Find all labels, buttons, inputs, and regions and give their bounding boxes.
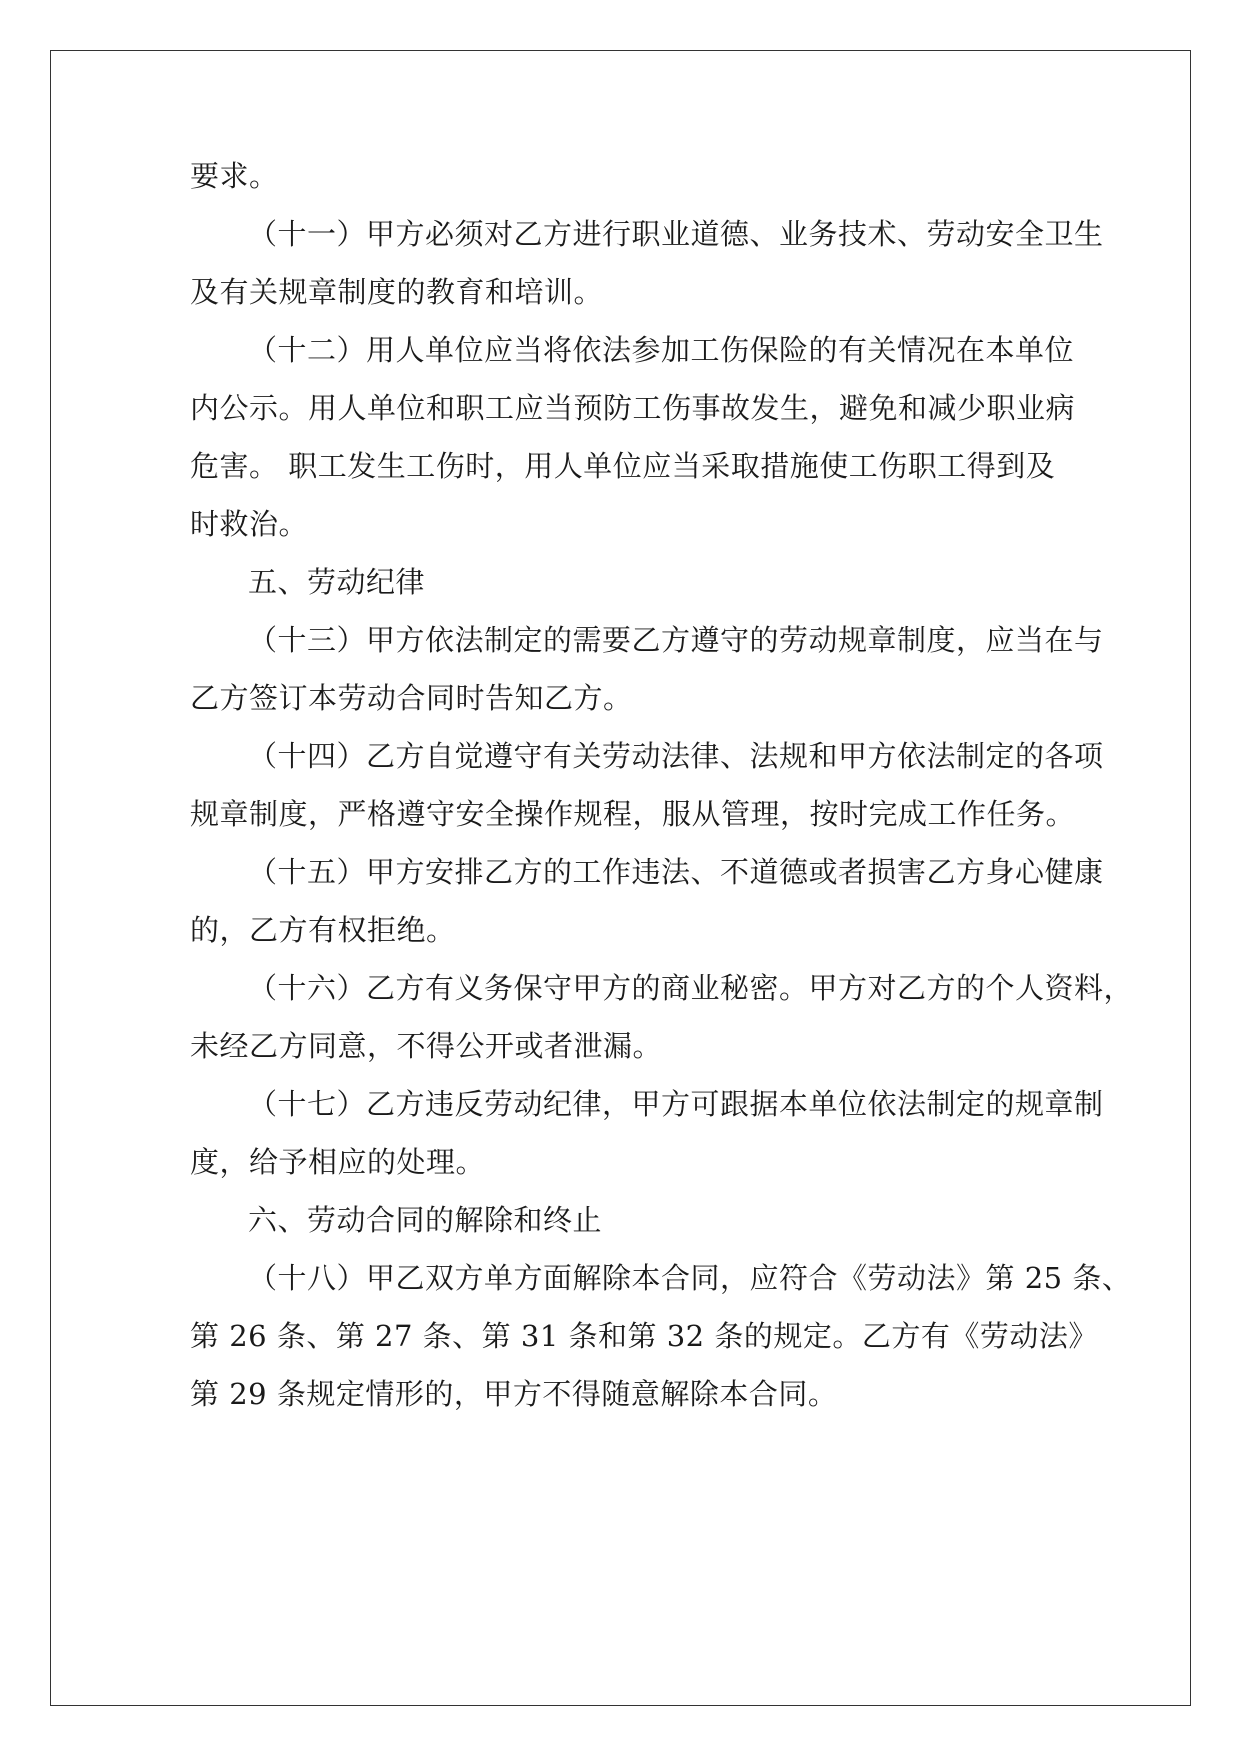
paragraph-12-line-1: （十二）用人单位应当将依法参加工伤保险的有关情况在本单位 [248,333,1075,367]
paragraph-12-line-4: 时救治。 [190,507,309,541]
paragraph-17-line-1: （十七）乙方违反劳动纪律，甲方可跟据本单位依法制定的规章制 [248,1087,1104,1121]
paragraph-15-line-2: 的，乙方有权拒绝。 [190,913,456,947]
paragraph-16-line-2: 未经乙方同意，不得公开或者泄漏。 [190,1029,663,1063]
paragraph-11-line-1: （十一）甲方必须对乙方进行职业道德、业务技术、劳动安全卫生 [248,217,1104,251]
paragraph-15-line-1: （十五）甲方安排乙方的工作违法、不道德或者损害乙方身心健康 [248,855,1104,889]
paragraph-14-line-1: （十四）乙方自觉遵守有关劳动法律、法规和甲方依法制定的各项 [248,739,1104,773]
paragraph-18-line-1: （十八）甲乙双方单方面解除本合同，应符合《劳动法》第 25 条、 [248,1261,1132,1295]
text-line: 要求。 [190,159,279,193]
paragraph-16-line-1: （十六）乙方有义务保守甲方的商业秘密。甲方对乙方的个人资料， [248,971,1134,1005]
paragraph-14-line-2: 规章制度，严格遵守安全操作规程，服从管理，按时完成工作任务。 [190,797,1076,831]
paragraph-12-line-2: 内公示。用人单位和职工应当预防工伤事故发生，避免和减少职业病 [190,391,1076,425]
section-heading-6: 六、劳动合同的解除和终止 [248,1203,603,1237]
paragraph-18-line-3: 第 29 条规定情形的，甲方不得随意解除本合同。 [190,1377,838,1411]
paragraph-17-line-2: 度，给予相应的处理。 [190,1145,486,1179]
section-heading-5: 五、劳动纪律 [248,565,426,599]
paragraph-12-line-3: 危害。 职工发生工伤时，用人单位应当采取措施使工伤职工得到及 [190,449,1056,483]
paragraph-18-line-2: 第 26 条、第 27 条、第 31 条和第 32 条的规定。乙方有《劳动法》 [190,1319,1098,1353]
paragraph-13-line-2: 乙方签订本劳动合同时告知乙方。 [190,681,633,715]
paragraph-11-line-2: 及有关规章制度的教育和培训。 [190,275,604,309]
paragraph-13-line-1: （十三）甲方依法制定的需要乙方遵守的劳动规章制度，应当在与 [248,623,1104,657]
